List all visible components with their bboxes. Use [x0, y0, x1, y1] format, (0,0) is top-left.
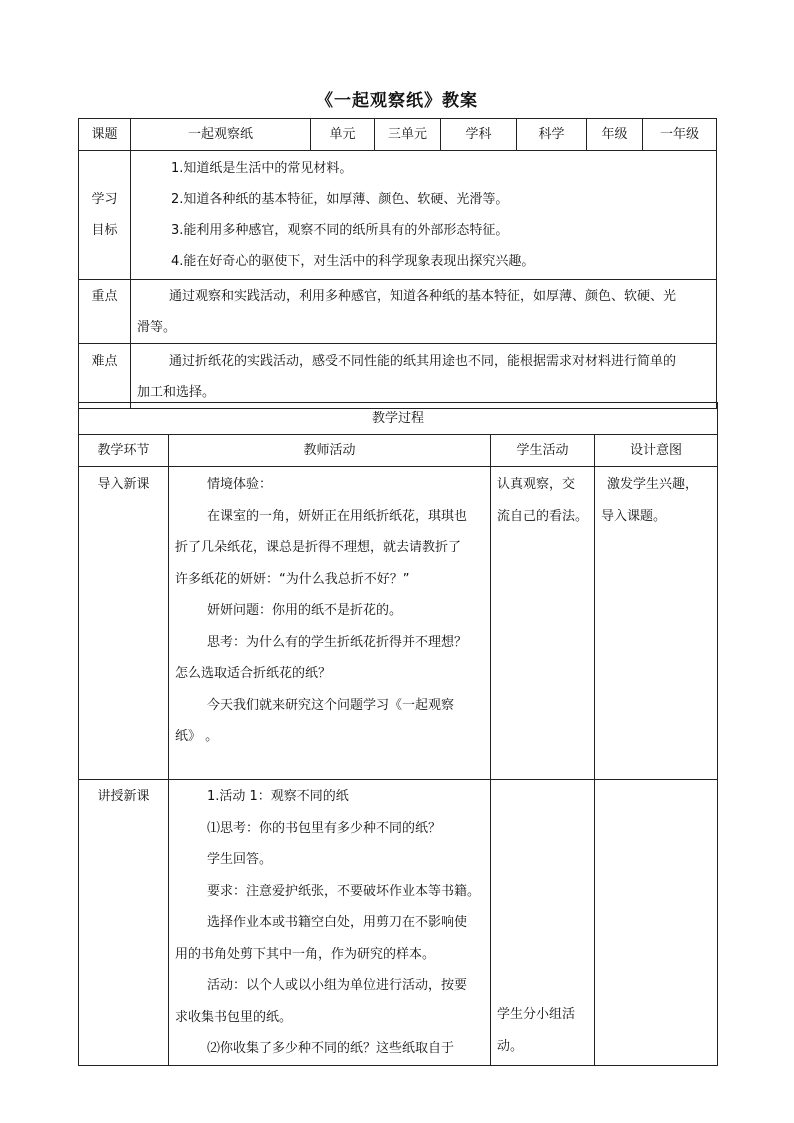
- student-line: 学生分小组活: [497, 1007, 576, 1022]
- lesson-info-table: [78, 118, 717, 409]
- column-header: 教学环节: [79, 435, 169, 467]
- column-header: 设计意图: [595, 435, 718, 467]
- teacher-line: 1.活动 1：观察不同的纸: [207, 789, 349, 804]
- stage-new-lesson: 讲授新课: [79, 780, 169, 1066]
- subject-label: 学科: [441, 119, 517, 151]
- key-points-line: 滑等。: [137, 320, 177, 335]
- key-points-content: [131, 280, 717, 344]
- difficulties-label: 难点: [79, 344, 131, 409]
- teacher-line: 活动：以个人或以小组为单位进行活动，按要: [207, 978, 468, 993]
- student-line: 流自己的看法。: [497, 508, 589, 524]
- goal-item: 2.知道各种纸的基本特征，如厚薄、颜色、软硬、光滑等。: [171, 192, 509, 207]
- difficulties-line: 加工和选择。: [137, 385, 216, 400]
- teacher-line: 情境体验：: [207, 477, 273, 492]
- student-activity-intro: [491, 467, 595, 780]
- teacher-line: 妍妍问题：你用的纸不是折花的。: [207, 603, 403, 618]
- teacher-line: 求收集书包里的纸。: [175, 1009, 293, 1025]
- teacher-line: 在课室的一角，妍妍正在用纸折纸花，琪琪也: [207, 508, 468, 524]
- page-title: 《一起观察纸》教案: [316, 91, 478, 111]
- design-intent-intro: [595, 467, 718, 780]
- goal-item: 3.能利用多种感官，观察不同的纸所具有的外部形态特征。: [171, 223, 509, 238]
- goals-label: [79, 151, 131, 280]
- goal-item: 1.知道纸是生活中的常见材料。: [171, 161, 353, 176]
- student-line: 认真观察，交: [497, 477, 576, 492]
- process-title: 教学过程: [79, 403, 718, 435]
- grade-label: 年级: [587, 119, 643, 151]
- teacher-line: 学生回答。: [207, 852, 273, 867]
- goals-label-line2: 目标: [91, 223, 118, 238]
- column-header: 学生活动: [491, 435, 595, 467]
- teacher-activity-new-lesson: [169, 780, 491, 1066]
- teaching-process-table: [78, 402, 718, 1066]
- grade-value: 一年级: [643, 119, 717, 151]
- teacher-line: 用的书角处剪下其中一角，作为研究的样本。: [175, 946, 436, 962]
- goal-item: 4.能在好奇心的驱使下，对生活中的科学现象表现出探究兴趣。: [171, 254, 535, 269]
- unit-label: 单元: [311, 119, 375, 151]
- difficulties-content: [131, 344, 717, 409]
- goals-label-line1: 学习: [91, 192, 118, 207]
- topic-label: 课题: [79, 119, 131, 151]
- teacher-line: 选择作业本或书籍空白处，用剪刀在不影响使: [207, 915, 468, 930]
- student-line: 动。: [497, 1038, 524, 1054]
- teacher-activity-intro: [169, 467, 491, 780]
- subject-value: 科学: [517, 119, 587, 151]
- intent-line: 导入课题。: [601, 508, 667, 524]
- teacher-line: 纸》 。: [175, 729, 219, 744]
- teacher-line: ⑵你收集了多少种不同的纸？这些纸取自于: [207, 1041, 455, 1056]
- intent-line: 激发学生兴趣，: [607, 477, 699, 492]
- student-activity-new-lesson: [491, 780, 595, 1066]
- goals-content: [131, 151, 717, 280]
- unit-value: 三单元: [375, 119, 441, 151]
- teacher-line: 怎么选取适合折纸花的纸？: [175, 666, 332, 681]
- topic-value: 一起观察纸: [131, 119, 311, 151]
- design-intent-new-lesson: [595, 780, 718, 1066]
- teacher-line: 今天我们就来研究这个问题学习《一起观察: [207, 697, 455, 713]
- difficulties-line: 通过折纸花的实践活动，感受不同性能的纸其用途也不同，能根据需求对材料进行简单的: [169, 354, 677, 369]
- teacher-line: 要求：注意爱护纸张，不要破坏作业本等书籍。: [207, 883, 481, 899]
- key-points-label: 重点: [79, 280, 131, 344]
- teacher-line: 许多纸花的妍妍：“为什么我总折不好？”: [175, 571, 410, 587]
- teacher-line: 思考：为什么有的学生折纸花折得并不理想？: [207, 634, 468, 650]
- key-points-line: 通过观察和实践活动，利用多种感官，知道各种纸的基本特征，如厚薄、颜色、软硬、光: [169, 289, 677, 304]
- teacher-line: 折了几朵纸花，课总是折得不理想，就去请教折了: [175, 540, 462, 555]
- teacher-line: ⑴思考：你的书包里有多少种不同的纸？: [207, 820, 442, 836]
- stage-intro: 导入新课: [79, 467, 169, 780]
- column-header: 教师活动: [169, 435, 491, 467]
